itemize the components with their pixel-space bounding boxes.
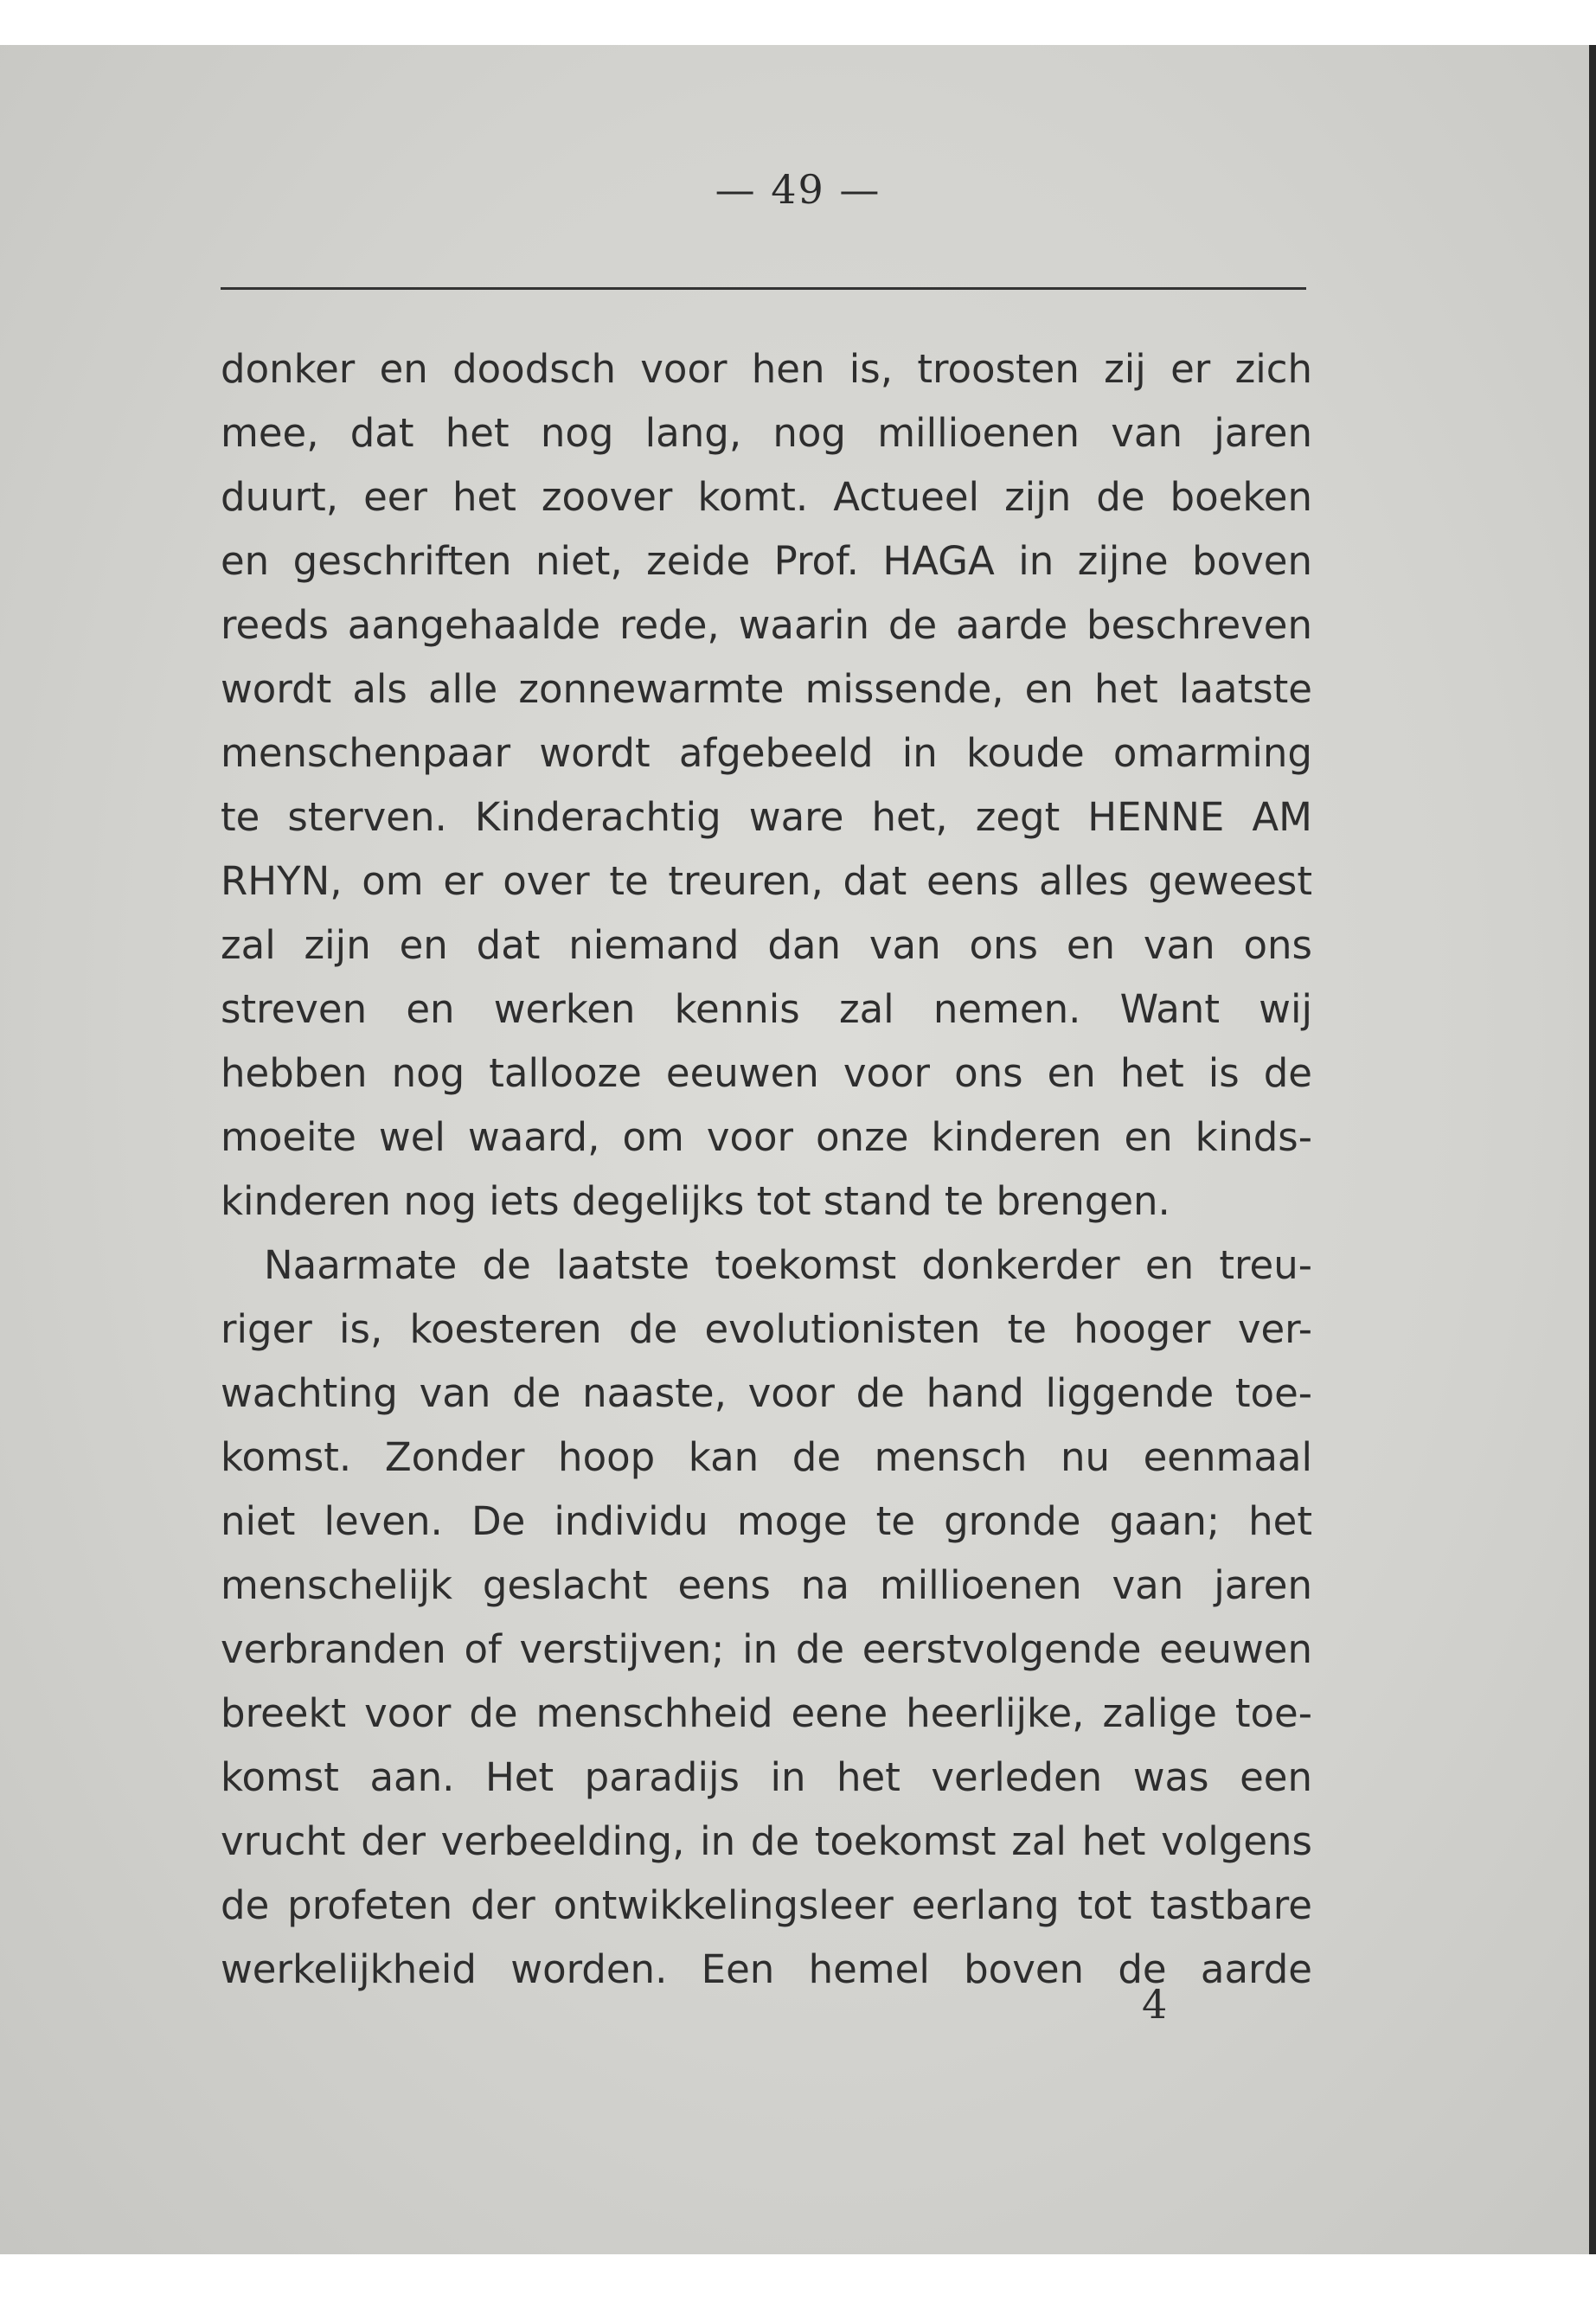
- text-line: en geschriften niet, zeide Prof. HAGA in zijne boven: [221, 538, 1312, 584]
- scan-edge: [1589, 45, 1596, 2254]
- text-line: wordt als alle zonnewarmte missende, en het laatste: [221, 666, 1312, 712]
- text-line: menschelijk geslacht eens na millioenen van jaren: [221, 1562, 1312, 1608]
- text-line: hebben nog tallooze eeuwen voor ons en het is de: [221, 1050, 1312, 1096]
- page-number: — 49 —: [715, 166, 881, 213]
- text-line: zal zijn en dat niemand dan van ons en van ons: [221, 922, 1312, 968]
- text-line: te sterven. Kinderachtig ware het, zegt HENNE AM: [221, 794, 1312, 840]
- text-line: werkelijkheid worden. Een hemel boven de aarde: [221, 1946, 1312, 1992]
- text-line: menschenpaar wordt afgebeeld in koude omarming: [221, 730, 1312, 776]
- text-line: breekt voor de menschheid eene heerlijke, zalige toe-: [221, 1690, 1312, 1736]
- text-line: duurt, eer het zoover komt. Actueel zijn de boeken: [221, 474, 1312, 520]
- text-line: kinderen nog iets degelijks tot stand te brengen.: [221, 1178, 1170, 1224]
- signature-mark: 4: [1142, 1981, 1168, 2028]
- text-line: komst aan. Het paradijs in het verleden was een: [221, 1754, 1312, 1800]
- header-rule: [221, 287, 1306, 290]
- text-line: wachting van de naaste, voor de hand liggende toe-: [221, 1370, 1312, 1416]
- text-line: komst. Zonder hoop kan de mensch nu eenmaal: [221, 1434, 1312, 1480]
- text-line: mee, dat het nog lang, nog millioenen van jaren: [221, 410, 1312, 456]
- text-line: streven en werken kennis zal nemen. Want wij: [221, 986, 1312, 1032]
- text-line: riger is, koesteren de evolutionisten te hooger ver-: [221, 1306, 1312, 1352]
- paragraph-start-line: Naarmate de laatste toekomst donkerder en treu-: [264, 1242, 1312, 1288]
- text-line: moeite wel waard, om voor onze kinderen en kinds-: [221, 1114, 1312, 1160]
- text-line: de profeten der ontwikkelingsleer eerlang tot tastbare: [221, 1882, 1312, 1928]
- text-line: verbranden of verstijven; in de eerstvolgende eeuwen: [221, 1626, 1312, 1672]
- text-line: reeds aangehaalde rede, waarin de aarde beschreven: [221, 602, 1312, 648]
- body-text: [221, 337, 1312, 2002]
- text-line: vrucht der verbeelding, in de toekomst zal het volgens: [221, 1818, 1312, 1864]
- text-line: RHYN, om er over te treuren, dat eens alles geweest: [221, 858, 1312, 904]
- text-line: niet leven. De individu moge te gronde gaan; het: [221, 1498, 1312, 1544]
- text-line: donker en doodsch voor hen is, troosten zij er zich: [221, 346, 1312, 392]
